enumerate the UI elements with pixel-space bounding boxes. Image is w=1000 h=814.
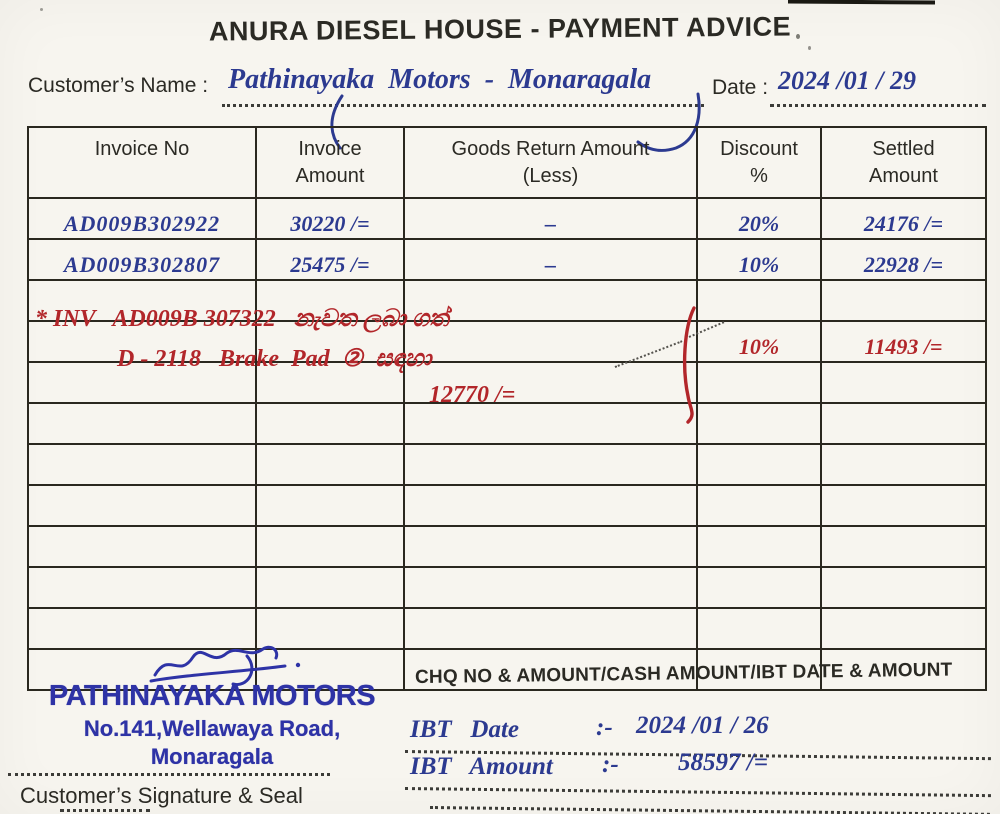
cell-invoice_amount: 25475 /=: [256, 239, 404, 280]
scan-artifact: [808, 46, 811, 50]
cell-invoice_no: [28, 526, 256, 567]
cell-discount: [697, 526, 821, 567]
signature-caption: Customer’s Signature & Seal: [20, 783, 303, 808]
column-header-line1: Discount: [720, 138, 798, 160]
column-header-discount: [697, 127, 821, 198]
cell-invoice_no: [28, 321, 256, 362]
cell-invoice_amount: [256, 567, 404, 608]
column-header-goods_return: [404, 127, 697, 198]
cell-goods_return: [404, 280, 697, 321]
cell-goods_return: –: [404, 198, 697, 239]
cell-invoice_amount: 30220 /=: [256, 198, 404, 239]
table-row: [28, 321, 986, 362]
cell-discount: 20%: [697, 198, 821, 239]
stamp-address: No.141,Wellawaya Road,: [83, 716, 341, 741]
cell-discount: [697, 403, 821, 444]
ibt-amount-label: IBT Amount: [410, 753, 553, 780]
ibt-amount-value: 58597 /=: [678, 749, 768, 776]
invoice-table: [27, 126, 985, 645]
cell-settled: [821, 608, 986, 649]
cell-discount: [697, 567, 821, 608]
cell-invoice_no: [28, 485, 256, 526]
cell-goods_return: [404, 567, 697, 608]
customer-name-label: Customer’s Name :: [28, 74, 209, 97]
cell-goods_return: [404, 608, 697, 649]
cell-discount: [697, 280, 821, 321]
cell-goods_return: [404, 362, 697, 403]
cell-invoice_no: [28, 362, 256, 403]
cell-invoice_amount: [256, 403, 404, 444]
cell-invoice_no: AD009B302807: [28, 239, 256, 280]
cell-settled: [821, 403, 986, 444]
cell-settled: 24176 /=: [821, 198, 986, 239]
cell-discount: [697, 608, 821, 649]
cell-goods_return: [404, 444, 697, 485]
column-header-invoice_no: [28, 127, 256, 198]
cell-settled: [821, 567, 986, 608]
cell-invoice_amount: [256, 280, 404, 321]
ibt-date-separator: :-: [596, 714, 613, 741]
cell-settled: [821, 444, 986, 485]
cell-invoice_no: [28, 444, 256, 485]
cell-invoice_no: AD009B302922: [28, 198, 256, 239]
invoice-table-grid: [27, 126, 987, 691]
cell-settled: [821, 485, 986, 526]
table-row: [28, 567, 986, 608]
cell-goods_return: [404, 403, 697, 444]
cell-invoice_no: [28, 280, 256, 321]
annotation-line3: 12770 /=: [429, 382, 516, 408]
cell-discount: 10%: [697, 321, 821, 362]
column-header-line1: Invoice No: [94, 138, 190, 160]
column-header-line2: (Less): [522, 165, 579, 187]
company-stamp: [42, 680, 382, 770]
table-row: [28, 403, 986, 444]
column-header-line1: Invoice: [298, 138, 362, 160]
scan-artifact: [40, 8, 43, 11]
stamp-city: Monaragala: [150, 744, 274, 769]
cell-invoice_no: [28, 403, 256, 444]
ibt-date-label: IBT Date: [410, 716, 520, 743]
column-header-line2: %: [750, 165, 768, 187]
column-header-line2: Amount: [295, 165, 365, 187]
cell-discount: [697, 362, 821, 403]
cell-discount: 10%: [697, 239, 821, 280]
cell-discount: [697, 444, 821, 485]
scan-artifact: [788, 0, 935, 5]
payment-methods-header: CHQ NO & AMOUNT/CASH AMOUNT/IBT DATE & AMOUNT: [414, 659, 953, 689]
date-value: 2024 /01 / 29: [778, 66, 916, 95]
document-title: ANURA DIESEL HOUSE - PAYMENT ADVICE: [208, 11, 792, 47]
cell-invoice_amount: [256, 485, 404, 526]
cell-invoice_amount: [256, 444, 404, 485]
column-header-invoice_amount: [256, 127, 404, 198]
column-header-line1: Settled: [872, 138, 935, 160]
ibt-amount-separator: :-: [602, 751, 619, 778]
column-header-line1: Goods Return Amount: [451, 138, 650, 160]
annotation-line2: D - 2118 Brake Pad ② සඳහා: [117, 346, 432, 372]
cell-discount: [697, 485, 821, 526]
cell-settled: [821, 362, 986, 403]
cell-settled: [821, 280, 986, 321]
cell-goods_return: [404, 321, 697, 362]
cell-settled: [821, 526, 986, 567]
table-row: [28, 198, 986, 239]
table-row: [28, 280, 986, 321]
cell-invoice_no: [28, 567, 256, 608]
cell-invoice_amount: [256, 321, 404, 362]
table-header-row: [28, 127, 986, 198]
table-row: [28, 485, 986, 526]
table-row: [28, 526, 986, 567]
cell-settled: 11493 /=: [821, 321, 986, 362]
cell-invoice_amount: [256, 526, 404, 567]
date-label: Date :: [712, 76, 769, 99]
column-header-settled: [821, 127, 986, 198]
extra-dotted-line: [60, 809, 150, 812]
customer-name-value: Pathinayaka Motors - Monaragala: [228, 64, 652, 95]
extra-dotted-line: [430, 806, 990, 814]
cell-invoice_amount: [256, 362, 404, 403]
table-row: [28, 239, 986, 280]
stamp-company-name: PATHINAYAKA MOTORS: [48, 680, 376, 712]
cell-goods_return: [404, 485, 697, 526]
table-row: [28, 362, 986, 403]
cell-goods_return: –: [404, 239, 697, 280]
table-row: [28, 444, 986, 485]
signature-dotted-line: [8, 773, 330, 776]
red-brace: [679, 306, 705, 428]
ibt-date-value: 2024 /01 / 26: [636, 712, 769, 739]
ibt-amount-underline: [405, 787, 991, 797]
date-underline: [770, 104, 986, 107]
cell-settled: 22928 /=: [821, 239, 986, 280]
column-header-line2: Amount: [869, 165, 938, 187]
annotation-line1: * INV AD009B 307322 නැවත ලබා ගත්: [35, 306, 449, 332]
cell-goods_return: [404, 526, 697, 567]
